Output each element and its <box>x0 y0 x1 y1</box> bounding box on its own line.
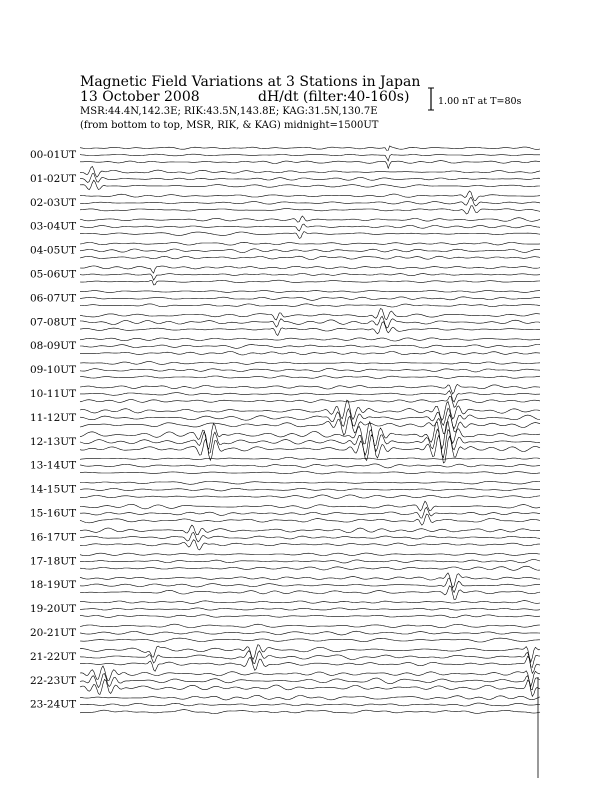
trace-msr-17-18ut <box>80 566 540 570</box>
trace-rik-16-17ut <box>80 532 540 542</box>
trace-rik-14-15ut <box>80 488 540 491</box>
row-label-04-05ut: 04-05UT <box>30 244 77 257</box>
trace-rik-07-08ut <box>80 316 540 328</box>
trace-kag-07-08ut <box>80 309 540 320</box>
order-line: (from bottom to top, MSR, RIK, & KAG) midnight=1500UT <box>80 120 379 131</box>
trace-msr-07-08ut <box>80 322 540 336</box>
trace-msr-05-06ut <box>80 280 540 285</box>
trace-rik-01-02ut <box>80 174 540 183</box>
row-label-07-08ut: 07-08UT <box>30 316 77 329</box>
trace-rik-15-16ut <box>80 507 540 518</box>
trace-kag-22-23ut <box>80 666 540 686</box>
trace-rik-09-10ut <box>80 368 540 372</box>
trace-kag-21-22ut <box>80 645 540 662</box>
row-label-05-06ut: 05-06UT <box>30 268 77 281</box>
trace-rik-00-01ut <box>80 154 540 161</box>
row-label-06-07ut: 06-07UT <box>30 292 77 305</box>
row-label-02-03ut: 02-03UT <box>30 196 77 209</box>
trace-msr-09-10ut <box>80 376 540 379</box>
row-label-03-04ut: 03-04UT <box>30 220 77 233</box>
trace-msr-03-04ut <box>80 232 540 239</box>
trace-rik-08-09ut <box>80 345 540 349</box>
trace-rik-13-14ut <box>80 464 540 468</box>
trace-msr-01-02ut <box>80 180 540 190</box>
row-label-15-16ut: 15-16UT <box>30 507 77 520</box>
trace-kag-09-10ut <box>80 362 540 365</box>
trace-rik-17-18ut <box>80 560 540 563</box>
traces <box>80 146 540 714</box>
row-label-22-23ut: 22-23UT <box>30 674 77 687</box>
trace-kag-11-12ut <box>80 400 540 420</box>
trace-msr-16-17ut <box>80 540 540 550</box>
trace-kag-17-18ut <box>80 553 540 556</box>
trace-kag-13-14ut <box>80 457 540 459</box>
trace-msr-08-09ut <box>80 351 540 355</box>
trace-msr-13-14ut <box>80 472 540 474</box>
trace-kag-15-16ut <box>80 501 540 511</box>
row-label-18-19ut: 18-19UT <box>30 579 77 592</box>
trace-rik-02-03ut <box>80 197 540 206</box>
trace-rik-06-07ut <box>80 297 540 301</box>
stations-line: MSR:44.4N,142.3E; RIK:43.5N,143.8E; KAG:31.5N,130.7E <box>80 106 378 117</box>
row-label-00-01ut: 00-01UT <box>30 149 77 161</box>
trace-kag-06-07ut <box>80 291 540 293</box>
row-label-11-12ut: 11-12UT <box>30 411 77 424</box>
trace-rik-23-24ut <box>80 703 540 706</box>
row-labels <box>30 149 76 711</box>
trace-msr-18-19ut <box>80 586 540 600</box>
trace-kag-19-20ut <box>80 601 540 604</box>
row-label-20-21ut: 20-21UT <box>30 627 77 639</box>
trace-msr-10-11ut <box>80 396 540 407</box>
trace-kag-03-04ut <box>80 216 540 222</box>
trace-rik-04-05ut <box>80 249 540 253</box>
trace-msr-00-01ut <box>80 161 540 169</box>
trace-msr-20-21ut <box>80 638 540 642</box>
row-label-19-20ut: 19-20UT <box>30 603 77 616</box>
row-label-17-18ut: 17-18UT <box>30 555 77 568</box>
trace-kag-04-05ut <box>80 242 540 245</box>
trace-rik-21-22ut <box>80 651 540 668</box>
quantity-line: dH/dt (filter:40-160s) <box>258 89 410 105</box>
trace-kag-02-03ut <box>80 191 540 201</box>
row-label-21-22ut: 21-22UT <box>30 650 77 663</box>
trace-rik-20-21ut <box>80 631 540 635</box>
trace-rik-05-06ut <box>80 273 540 280</box>
trace-rik-19-20ut <box>80 608 540 610</box>
trace-rik-12-13ut <box>80 429 540 458</box>
row-label-08-09ut: 08-09UT <box>30 340 77 353</box>
trace-kag-14-15ut <box>80 481 540 484</box>
scale-label: 1.00 nT at T=80s <box>438 96 522 107</box>
trace-msr-14-15ut <box>80 495 540 499</box>
scale-bar <box>428 88 522 110</box>
trace-msr-02-03ut <box>80 206 540 214</box>
chart-title: Magnetic Field Variations at 3 Stations in Japan <box>80 74 421 90</box>
trace-kag-20-21ut <box>80 624 540 627</box>
trace-kag-00-01ut <box>80 146 540 151</box>
row-label-12-13ut: 12-13UT <box>30 435 77 448</box>
trace-kag-05-06ut <box>80 266 540 273</box>
trace-msr-15-16ut <box>80 514 540 525</box>
trace-msr-19-20ut <box>80 615 540 618</box>
trace-msr-22-23ut <box>80 679 540 696</box>
trace-kag-08-09ut <box>80 338 540 341</box>
row-label-10-11ut: 10-11UT <box>30 388 77 400</box>
trace-msr-21-22ut <box>80 656 540 673</box>
trace-rik-18-19ut <box>80 578 540 593</box>
row-label-09-10ut: 09-10UT <box>30 364 77 377</box>
trace-rik-03-04ut <box>80 224 540 231</box>
trace-msr-06-07ut <box>80 304 540 307</box>
trace-kag-18-19ut <box>80 573 540 588</box>
trace-msr-04-05ut <box>80 256 540 259</box>
trace-kag-16-17ut <box>80 525 540 535</box>
trace-kag-01-02ut <box>80 166 540 177</box>
trace-msr-23-24ut <box>80 710 540 714</box>
row-label-23-24ut: 23-24UT <box>30 698 77 711</box>
row-label-13-14ut: 13-14UT <box>30 459 77 472</box>
row-label-01-02ut: 01-02UT <box>30 172 77 185</box>
date-line: 13 October 2008 <box>80 89 200 105</box>
trace-kag-23-24ut <box>80 695 540 700</box>
row-label-14-15ut: 14-15UT <box>30 483 77 496</box>
row-label-16-17ut: 16-17UT <box>30 531 77 544</box>
